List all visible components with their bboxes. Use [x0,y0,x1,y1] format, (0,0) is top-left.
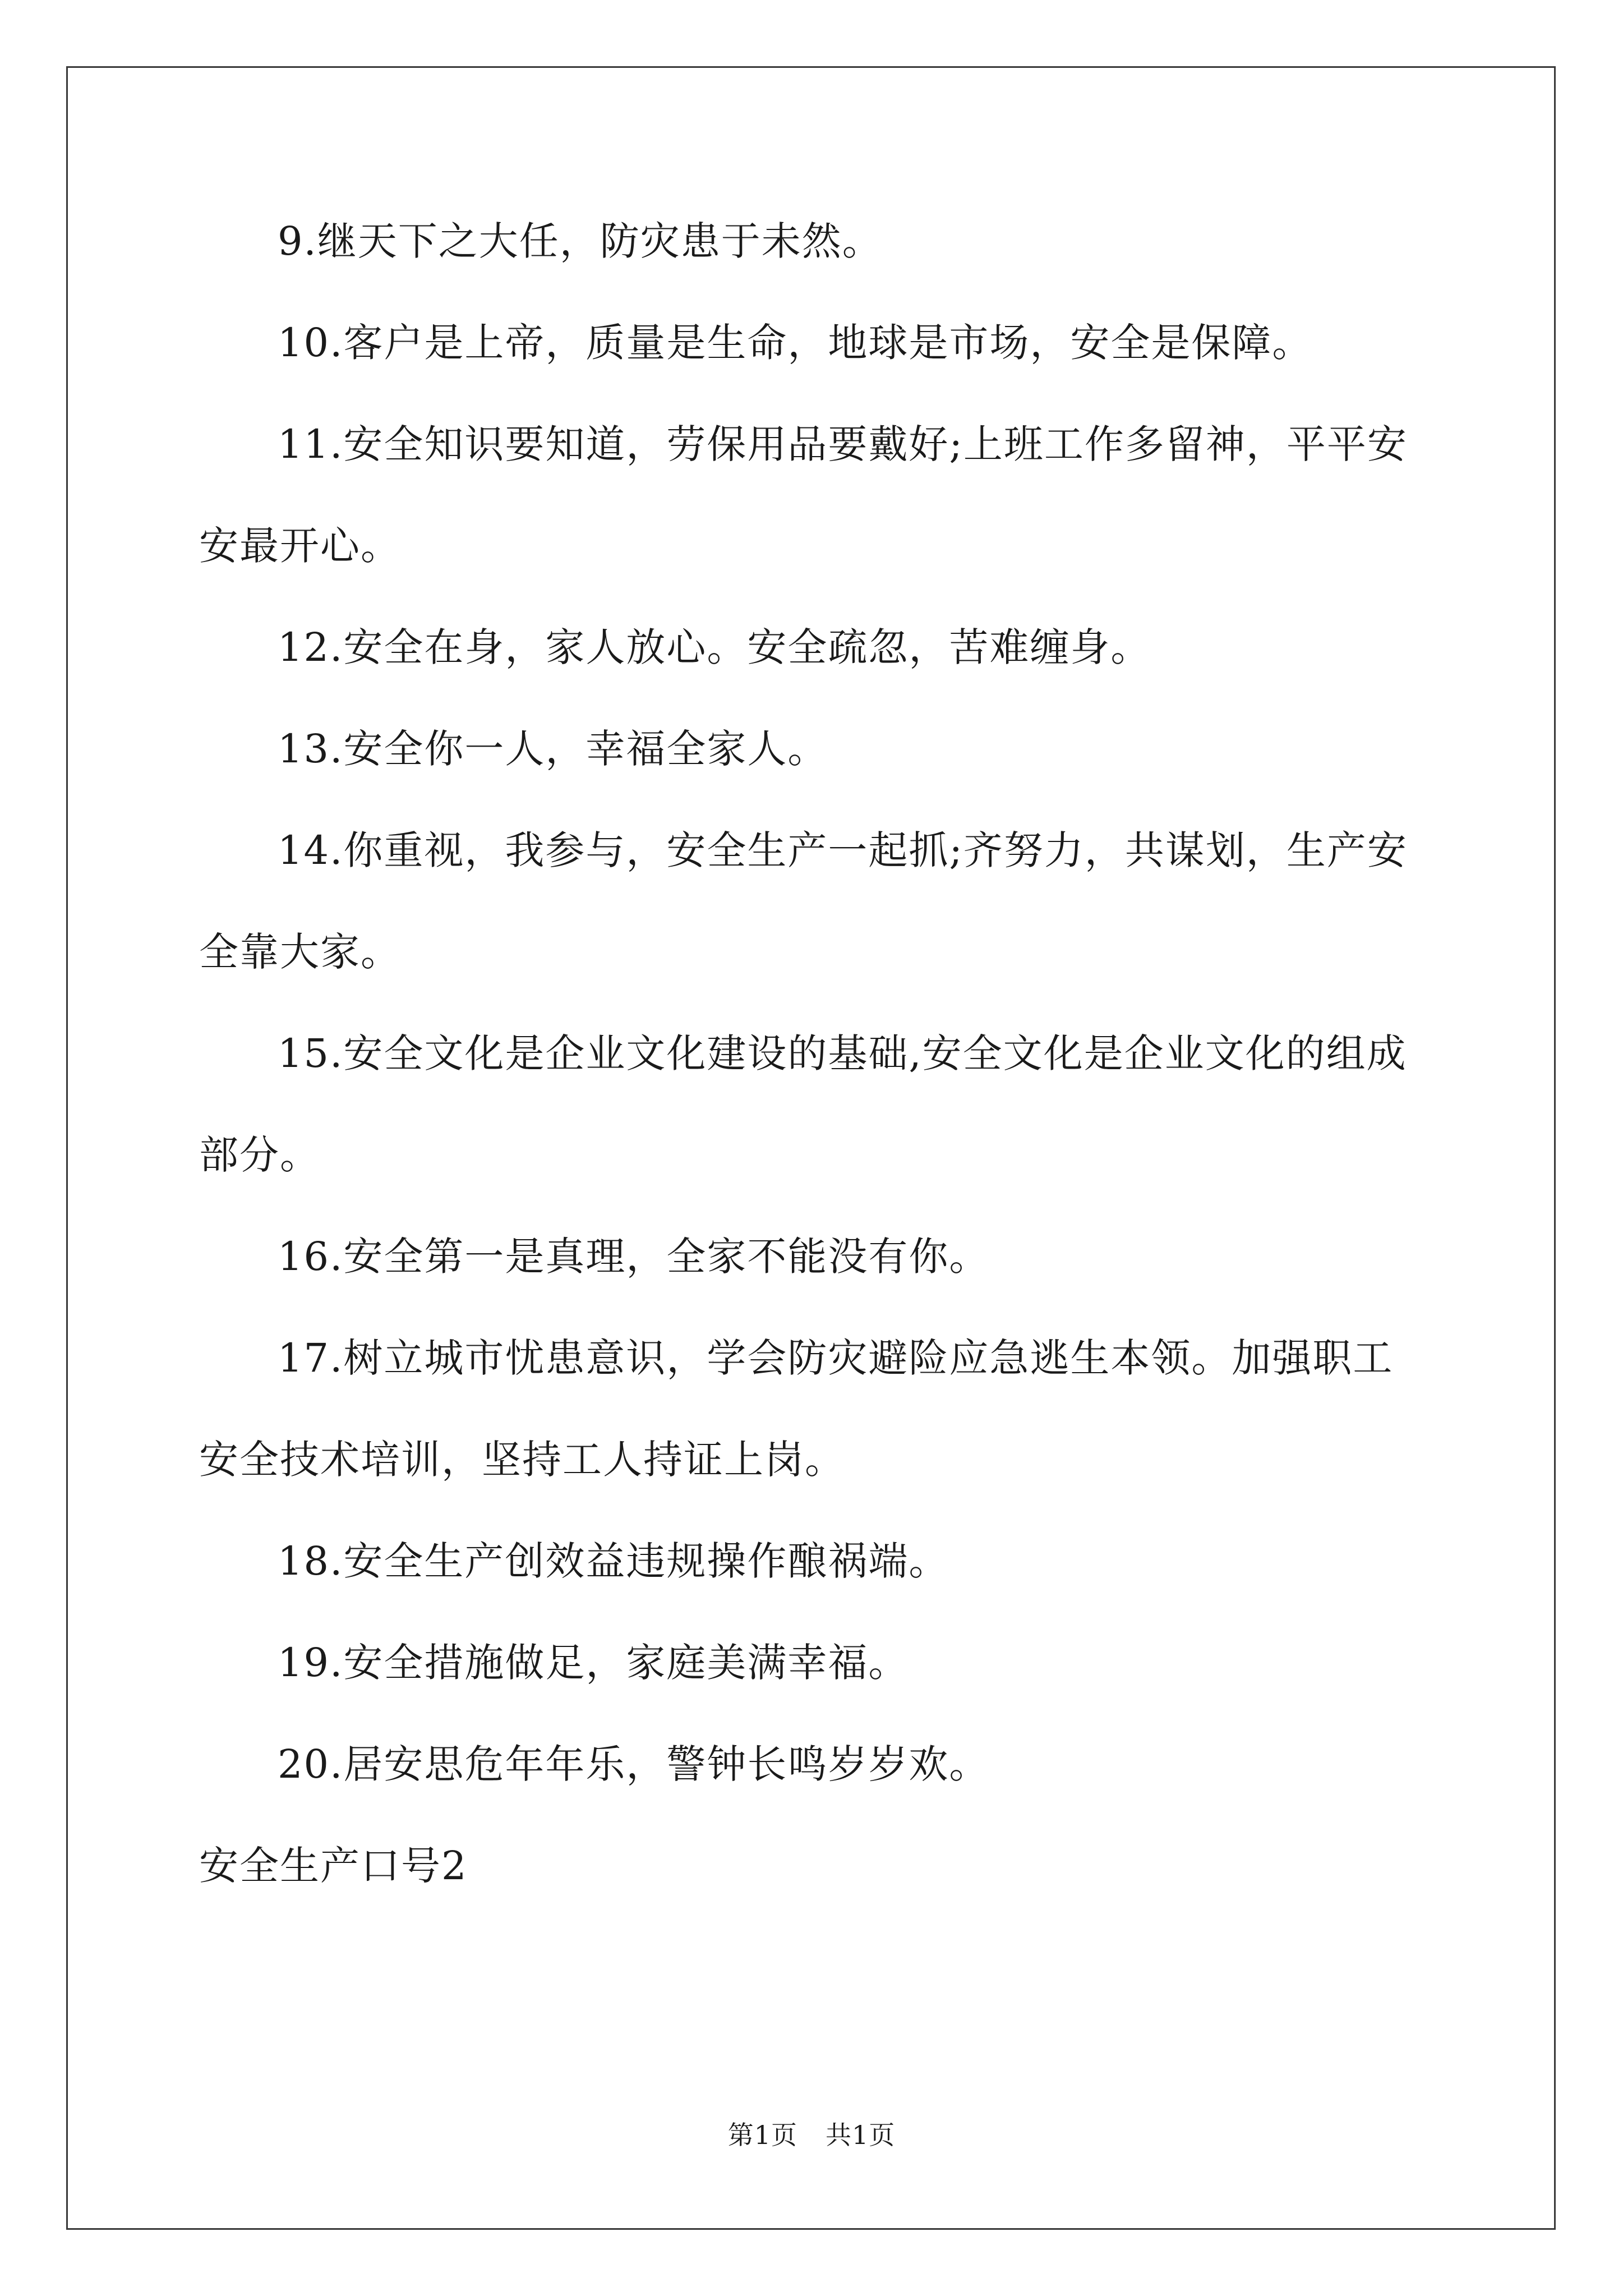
slogan-item-16: 16.安全第一是真理，全家不能没有你。 [278,1234,990,1280]
document-body [199,191,1427,1917]
slogan-item-11: 11.安全知识要知道，劳保用品要戴好;上班工作多留神，平平安安最开心。 [199,421,1408,569]
section-heading: 安全生产口号2 [199,1843,468,1889]
page-footer [0,2115,1623,2152]
slogan-item-9: 9.继天下之大任，防灾患于未然。 [278,218,883,264]
slogan-item-15: 15.安全文化是企业文化建设的基础,安全文化是企业文化的组成部分。 [199,1030,1407,1178]
page-number-current: 第1页 [727,2120,797,2150]
slogan-item-14: 14.你重视，我参与，安全生产一起抓;齐努力，共谋划，生产安全靠大家。 [199,827,1408,975]
slogan-item-12: 12.安全在身，家人放心。安全疏忽，苦难缠身。 [278,624,1151,670]
slogan-item-18: 18.安全生产创效益违规操作酿祸端。 [278,1538,949,1584]
page-number-total: 共1页 [826,2120,896,2150]
slogan-item-20: 20.居安思危年年乐，警钟长鸣岁岁欢。 [278,1741,990,1787]
slogan-item-17: 17.树立城市忧患意识，学会防灾避险应急逃生本领。加强职工安全技术培训，坚持工人持证上岗。 [199,1335,1394,1483]
slogan-item-10: 10.客户是上帝，质量是生命，地球是市场，安全是保障。 [278,320,1313,366]
slogan-item-19: 19.安全措施做足，家庭美满幸福。 [278,1640,909,1686]
slogan-item-13: 13.安全你一人，幸福全家人。 [278,726,828,772]
